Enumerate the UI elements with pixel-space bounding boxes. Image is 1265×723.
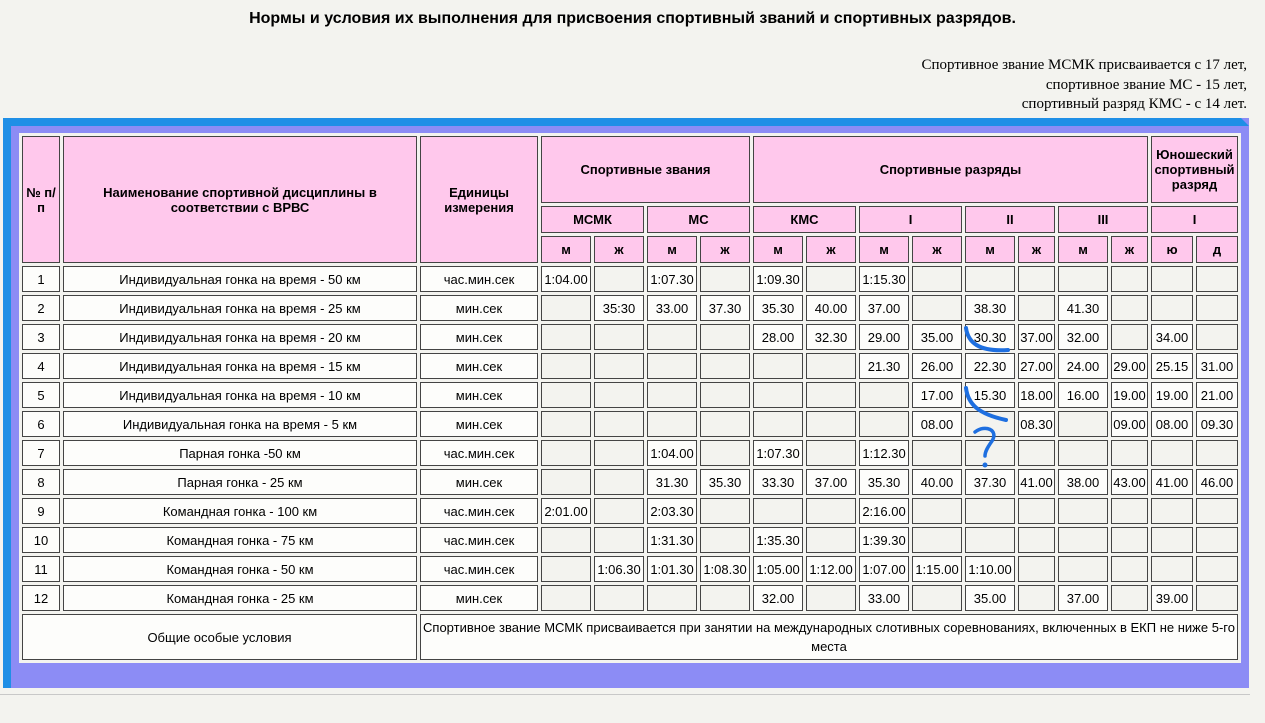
row-discipline: Индивидуальная гонка на время - 5 км — [63, 411, 417, 437]
row-number: 9 — [22, 498, 60, 524]
norm-value — [965, 440, 1015, 466]
norm-value — [1111, 527, 1148, 553]
row-discipline: Индивидуальная гонка на время - 50 км — [63, 266, 417, 292]
row-discipline: Индивидуальная гонка на время - 15 км — [63, 353, 417, 379]
norm-value — [594, 440, 644, 466]
norm-value — [594, 469, 644, 495]
norm-value: 1:39.30 — [859, 527, 909, 553]
norm-value: 1:15.00 — [912, 556, 962, 582]
norm-value — [541, 527, 591, 553]
norm-value — [541, 440, 591, 466]
norm-value — [541, 556, 591, 582]
header-sub-rank-2: II — [965, 206, 1055, 233]
norm-value: 1:04.00 — [647, 440, 697, 466]
norm-value — [965, 527, 1015, 553]
norm-value — [1018, 440, 1055, 466]
norm-value: 35.00 — [965, 585, 1015, 611]
norm-value: 32.30 — [806, 324, 856, 350]
row-number: 11 — [22, 556, 60, 582]
table-row — [22, 353, 1238, 379]
row-discipline: Индивидуальная гонка на время - 10 км — [63, 382, 417, 408]
row-unit: час.мин.сек — [420, 498, 538, 524]
norm-value: 40.00 — [912, 469, 962, 495]
row-number: 6 — [22, 411, 60, 437]
header-gender-11: ж — [1111, 236, 1148, 263]
row-discipline: Командная гонка - 75 км — [63, 527, 417, 553]
norm-value — [1058, 440, 1108, 466]
row-unit: мин.сек — [420, 295, 538, 321]
norm-value: 30.30 — [965, 324, 1015, 350]
row-number: 4 — [22, 353, 60, 379]
norm-value: 1:04.00 — [541, 266, 591, 292]
footer-conditions-text: Спортивное звание МСМК присваивается при занятии на международных слотивных соревнованиях, включенных в ЕКП не ниже 5-го места — [420, 614, 1238, 660]
row-number: 3 — [22, 324, 60, 350]
norm-value — [1058, 527, 1108, 553]
header-sub-rank-3: III — [1058, 206, 1148, 233]
norm-value: 33.00 — [647, 295, 697, 321]
norm-value: 35.00 — [912, 324, 962, 350]
norm-value — [1196, 556, 1238, 582]
norm-value — [1151, 440, 1193, 466]
norm-value — [541, 469, 591, 495]
norm-value — [965, 266, 1015, 292]
norm-value — [594, 498, 644, 524]
norm-value: 21.30 — [859, 353, 909, 379]
norm-value — [1111, 585, 1148, 611]
norm-value: 1:09.30 — [753, 266, 803, 292]
norm-value — [1151, 295, 1193, 321]
row-unit: мин.сек — [420, 382, 538, 408]
header-gender-2: м — [647, 236, 697, 263]
norm-value: 28.00 — [753, 324, 803, 350]
norm-value — [594, 266, 644, 292]
footer-row — [22, 614, 1238, 660]
norm-value: 1:31.30 — [647, 527, 697, 553]
norm-value — [1111, 324, 1148, 350]
norm-value — [912, 585, 962, 611]
norm-value — [1151, 266, 1193, 292]
norm-value: 1:07.00 — [859, 556, 909, 582]
norm-value: 2:03.30 — [647, 498, 697, 524]
norm-value — [1058, 411, 1108, 437]
row-discipline: Парная гонка - 25 км — [63, 469, 417, 495]
norm-value: 43.00 — [1111, 469, 1148, 495]
norm-value: 1:35.30 — [753, 527, 803, 553]
norm-value: 22.30 — [965, 353, 1015, 379]
norm-value — [647, 382, 697, 408]
norm-value: 35.30 — [753, 295, 803, 321]
norm-value — [912, 440, 962, 466]
norm-value: 41.00 — [1151, 469, 1193, 495]
norm-value — [965, 498, 1015, 524]
norm-value — [1196, 527, 1238, 553]
age-notes — [922, 56, 1248, 115]
row-unit: мин.сек — [420, 585, 538, 611]
norm-value: 08.00 — [1151, 411, 1193, 437]
table-row — [22, 440, 1238, 466]
row-number: 5 — [22, 382, 60, 408]
row-unit: час.мин.сек — [420, 556, 538, 582]
norm-value — [806, 585, 856, 611]
norm-value — [1151, 556, 1193, 582]
norm-value — [753, 382, 803, 408]
norm-value: 46.00 — [1196, 469, 1238, 495]
row-discipline: Командная гонка - 25 км — [63, 585, 417, 611]
norm-value — [912, 295, 962, 321]
row-number: 12 — [22, 585, 60, 611]
norm-value — [541, 295, 591, 321]
norm-value — [1151, 498, 1193, 524]
row-discipline: Парная гонка -50 км — [63, 440, 417, 466]
norm-value — [541, 585, 591, 611]
page-divider — [0, 694, 1250, 695]
header-gender-10: м — [1058, 236, 1108, 263]
row-unit: мин.сек — [420, 469, 538, 495]
norm-value: 15.30 — [965, 382, 1015, 408]
norm-value: 26.00 — [912, 353, 962, 379]
norm-value — [541, 382, 591, 408]
norm-value: 41.30 — [1058, 295, 1108, 321]
norm-value: 1:07.30 — [647, 266, 697, 292]
header-sub-rank-1: I — [859, 206, 962, 233]
row-unit: мин.сек — [420, 353, 538, 379]
norm-value: 08.00 — [912, 411, 962, 437]
norm-value — [647, 353, 697, 379]
norm-value: 37.30 — [965, 469, 1015, 495]
norm-value: 38.00 — [1058, 469, 1108, 495]
norm-value — [594, 382, 644, 408]
norm-value — [806, 411, 856, 437]
norm-value: 1:01.30 — [647, 556, 697, 582]
table-row — [22, 469, 1238, 495]
header-gender-0: м — [541, 236, 591, 263]
norm-value — [700, 353, 750, 379]
norm-value: 37.30 — [700, 295, 750, 321]
norm-value: 41.00 — [1018, 469, 1055, 495]
norm-value — [753, 353, 803, 379]
norm-value — [1111, 556, 1148, 582]
norm-value — [1058, 498, 1108, 524]
row-discipline: Командная гонка - 50 км — [63, 556, 417, 582]
norm-value: 31.00 — [1196, 353, 1238, 379]
norm-value: 35.30 — [859, 469, 909, 495]
footer-label: Общие особые условия — [22, 614, 417, 660]
row-number: 2 — [22, 295, 60, 321]
norm-value — [1018, 556, 1055, 582]
header-gender-4: м — [753, 236, 803, 263]
norm-value — [1111, 440, 1148, 466]
norm-value — [700, 382, 750, 408]
norm-value: 32.00 — [753, 585, 803, 611]
row-discipline: Индивидуальная гонка на время - 25 км — [63, 295, 417, 321]
norm-value — [859, 382, 909, 408]
norm-value — [541, 353, 591, 379]
norm-value — [594, 411, 644, 437]
table-frame — [3, 118, 1249, 688]
norm-value: 37.00 — [859, 295, 909, 321]
norm-value: 31.30 — [647, 469, 697, 495]
norm-value — [1111, 266, 1148, 292]
norm-value — [1018, 295, 1055, 321]
norm-value — [806, 498, 856, 524]
row-discipline: Индивидуальная гонка на время - 20 км — [63, 324, 417, 350]
norm-value — [859, 411, 909, 437]
header-sub-mcmk: МСМК — [541, 206, 644, 233]
header-titles-group: Спортивные звания — [541, 136, 750, 203]
norm-value: 1:06.30 — [594, 556, 644, 582]
row-number: 7 — [22, 440, 60, 466]
norm-value — [1058, 556, 1108, 582]
norm-value — [753, 411, 803, 437]
norm-value: 34.00 — [1151, 324, 1193, 350]
norm-value: 2:01.00 — [541, 498, 591, 524]
header-sub-mc: МС — [647, 206, 750, 233]
norm-value — [912, 527, 962, 553]
norms-table — [19, 133, 1241, 663]
norm-value — [753, 498, 803, 524]
row-unit: час.мин.сек — [420, 527, 538, 553]
norm-value: 1:05.00 — [753, 556, 803, 582]
table-row — [22, 382, 1238, 408]
norm-value: 37.00 — [1058, 585, 1108, 611]
norm-value — [806, 382, 856, 408]
header-gender-12: ю — [1151, 236, 1193, 263]
age-note-kmc: спортивный разряд КМС - с 14 лет. — [1021, 96, 1247, 112]
age-note-mcmk: Спортивное звание МСМК присваивается с 17 лет, — [921, 57, 1247, 73]
table-row — [22, 324, 1238, 350]
norm-value: 33.00 — [859, 585, 909, 611]
norm-value: 1:07.30 — [753, 440, 803, 466]
norm-value: 27.00 — [1018, 353, 1055, 379]
table-row — [22, 295, 1238, 321]
norm-value: 09.00 — [1111, 411, 1148, 437]
norm-value: 1:10.00 — [965, 556, 1015, 582]
norm-value — [541, 324, 591, 350]
norm-value: 37.00 — [1018, 324, 1055, 350]
header-gender-13: д — [1196, 236, 1238, 263]
age-note-mc: спортивное звание МС - 15 лет, — [1045, 76, 1247, 93]
norm-value — [1151, 527, 1193, 553]
norm-value — [594, 324, 644, 350]
header-gender-3: ж — [700, 236, 750, 263]
norm-value — [912, 498, 962, 524]
norm-value: 33.30 — [753, 469, 803, 495]
norm-value: 09.30 — [1196, 411, 1238, 437]
norm-value: 08.30 — [1018, 411, 1055, 437]
header-units: Единицы измерения — [420, 136, 538, 263]
norm-value: 40.00 — [806, 295, 856, 321]
norm-value: 29.00 — [1111, 353, 1148, 379]
norm-value — [806, 266, 856, 292]
header-gender-8: м — [965, 236, 1015, 263]
norm-value: 1:08.30 — [700, 556, 750, 582]
norm-value: 25.15 — [1151, 353, 1193, 379]
norm-value — [700, 527, 750, 553]
header-sub-youth-1: I — [1151, 206, 1238, 233]
page-title: Нормы и условия их выполнения для присвоения спортивный званий и спортивных разрядов. — [249, 10, 1016, 27]
norm-value — [647, 324, 697, 350]
norm-value — [700, 411, 750, 437]
header-sub-kmc: КМС — [753, 206, 856, 233]
norm-value — [1111, 295, 1148, 321]
header-num: № п/п — [22, 136, 60, 263]
row-discipline: Командная гонка - 100 км — [63, 498, 417, 524]
norm-value — [1196, 295, 1238, 321]
norm-value — [1018, 527, 1055, 553]
norm-value — [1018, 266, 1055, 292]
norm-value: 1:15.30 — [859, 266, 909, 292]
row-number: 8 — [22, 469, 60, 495]
norm-value — [1018, 585, 1055, 611]
row-number: 10 — [22, 527, 60, 553]
norm-value — [700, 324, 750, 350]
norm-value: 38.30 — [965, 295, 1015, 321]
norm-value: 37.00 — [806, 469, 856, 495]
row-number: 1 — [22, 266, 60, 292]
frame-corner — [1241, 118, 1249, 126]
norm-value — [1196, 440, 1238, 466]
norm-value: 21.00 — [1196, 382, 1238, 408]
table-row — [22, 556, 1238, 582]
norm-value: 1:12.00 — [806, 556, 856, 582]
norm-value: 35:30 — [594, 295, 644, 321]
table-row — [22, 266, 1238, 292]
row-unit: час.мин.сек — [420, 440, 538, 466]
norm-value: 17.00 — [912, 382, 962, 408]
header-youth-group: Юношеский спортивный разряд — [1151, 136, 1238, 203]
norm-value — [647, 411, 697, 437]
table-row — [22, 411, 1238, 437]
header-gender-7: ж — [912, 236, 962, 263]
table-row — [22, 498, 1238, 524]
norm-value — [1196, 498, 1238, 524]
norm-value — [700, 266, 750, 292]
norm-value — [1018, 498, 1055, 524]
norm-value: 29.00 — [859, 324, 909, 350]
header-gender-1: ж — [594, 236, 644, 263]
norm-value — [806, 527, 856, 553]
norm-value: 1:12.30 — [859, 440, 909, 466]
norm-value — [912, 266, 962, 292]
norm-value: 18.00 — [1018, 382, 1055, 408]
norm-value: 39.00 — [1151, 585, 1193, 611]
norm-value — [1058, 266, 1108, 292]
header-ranks-group: Спортивные разряды — [753, 136, 1148, 203]
header-gender-9: ж — [1018, 236, 1055, 263]
norm-value — [594, 353, 644, 379]
norm-value — [1196, 266, 1238, 292]
norm-value — [700, 498, 750, 524]
norm-value: 35.30 — [700, 469, 750, 495]
norm-value — [594, 585, 644, 611]
norm-value — [594, 527, 644, 553]
norm-value: 16.00 — [1058, 382, 1108, 408]
row-unit: мин.сек — [420, 324, 538, 350]
table-row — [22, 527, 1238, 553]
norm-value: 32.00 — [1058, 324, 1108, 350]
row-unit: час.мин.сек — [420, 266, 538, 292]
header-gender-5: ж — [806, 236, 856, 263]
norm-value: 24.00 — [1058, 353, 1108, 379]
table-row — [22, 585, 1238, 611]
norm-value — [806, 440, 856, 466]
norm-value — [647, 585, 697, 611]
norm-value — [965, 411, 1015, 437]
norm-value: 19.00 — [1151, 382, 1193, 408]
norm-value — [1196, 585, 1238, 611]
header-discipline: Наименование спортивной дисциплины в соответствии с ВРВС — [63, 136, 417, 263]
norm-value — [700, 440, 750, 466]
header-gender-6: м — [859, 236, 909, 263]
norm-value — [700, 585, 750, 611]
norm-value — [1196, 324, 1238, 350]
row-unit: мин.сек — [420, 411, 538, 437]
norm-value — [541, 411, 591, 437]
norm-value: 2:16.00 — [859, 498, 909, 524]
norm-value — [806, 353, 856, 379]
norm-value — [1111, 498, 1148, 524]
norm-value: 19.00 — [1111, 382, 1148, 408]
